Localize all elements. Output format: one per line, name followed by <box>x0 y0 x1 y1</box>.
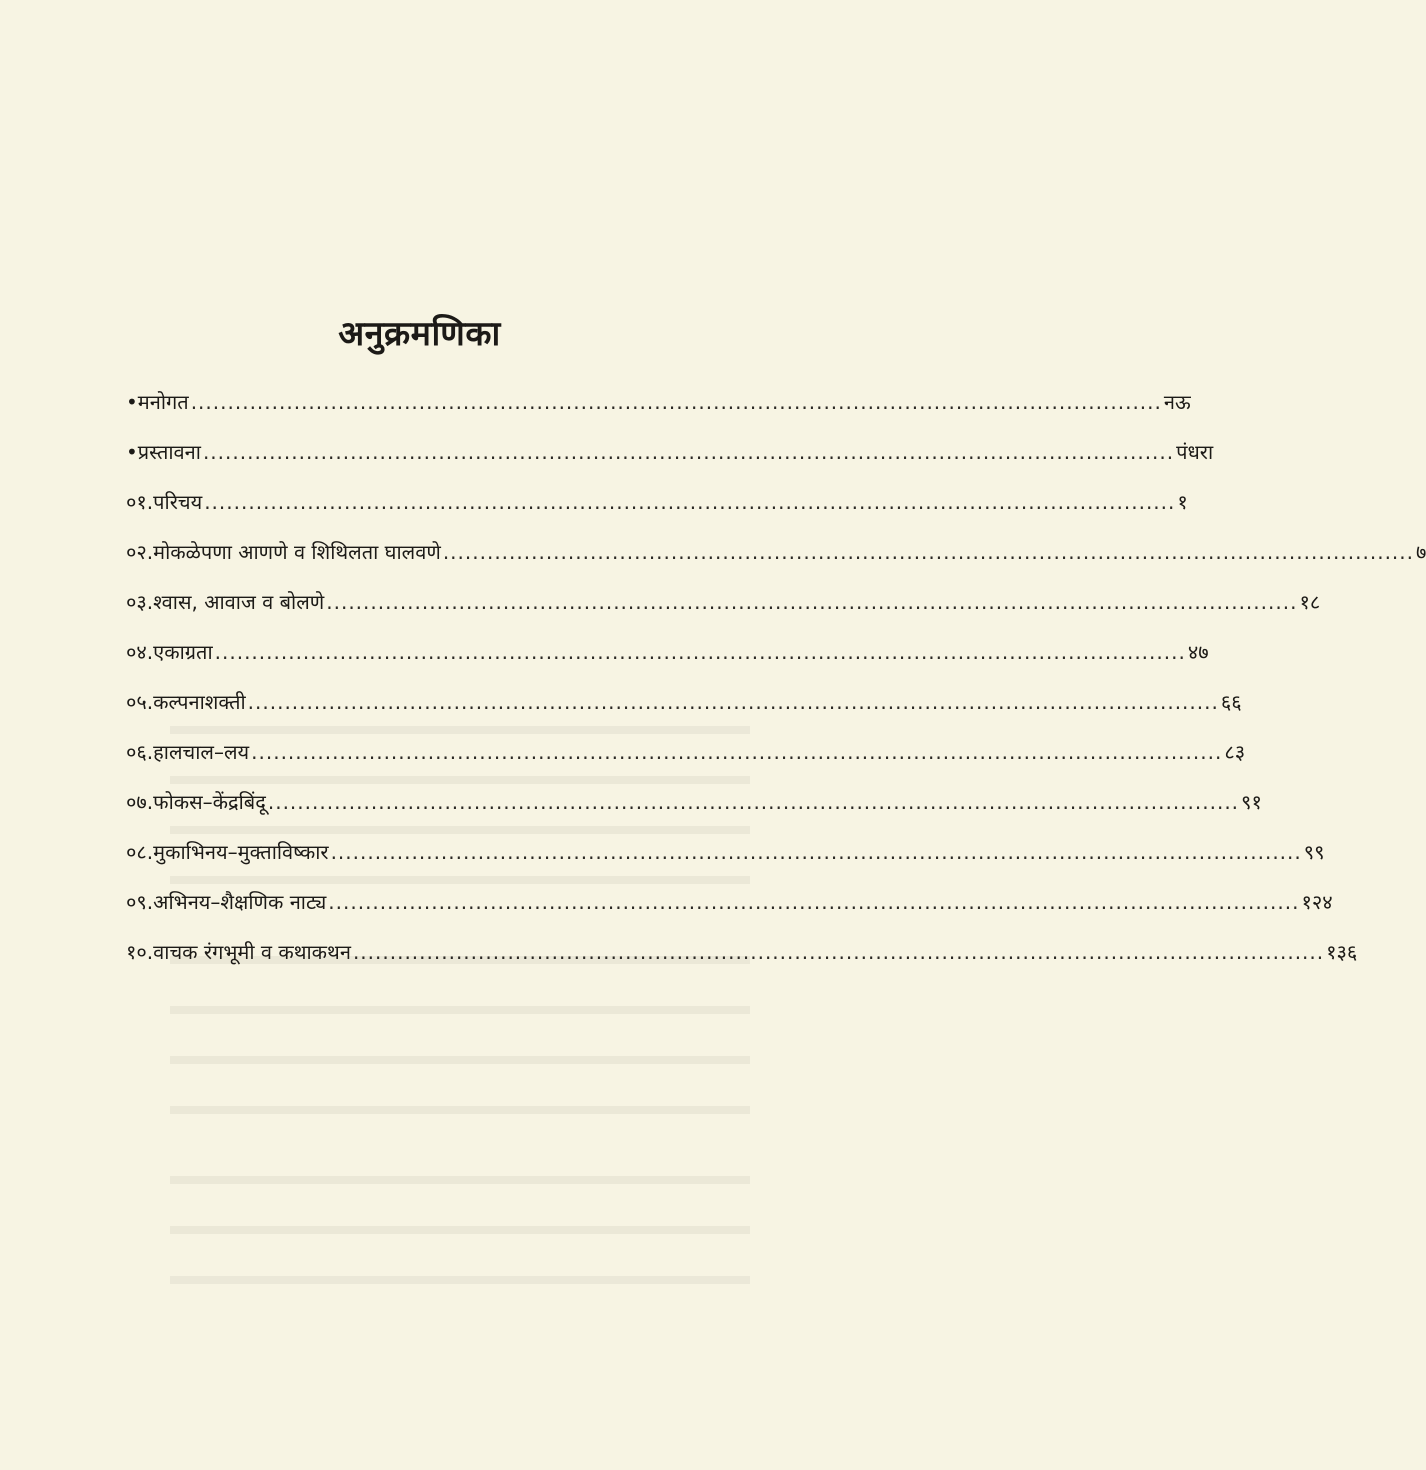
toc-entry-title: एकाग्रता <box>153 640 213 664</box>
toc-entry-title: वाचक रंगभूमी व कथाकथन <box>153 940 351 964</box>
toc-entry-title: प्रस्तावना <box>137 440 201 464</box>
toc-entry-page: १३६ <box>1326 940 1358 964</box>
toc-entry-page: ८३ <box>1224 740 1246 764</box>
dot-leader: .................................................................................................................................... <box>442 540 1414 564</box>
toc-entry <box>126 936 1358 986</box>
dot-leader: .................................................................................................................................... <box>267 790 1240 814</box>
toc-entry-page: पंधरा <box>1176 440 1214 464</box>
toc-list <box>126 386 1426 986</box>
dot-leader: .................................................................................................................................... <box>330 840 1302 864</box>
toc-entry <box>126 636 1209 686</box>
toc-entry <box>126 736 1246 786</box>
toc-entry <box>126 836 1325 886</box>
dot-leader: .................................................................................................................................... <box>326 590 1298 614</box>
toc-entry-title: परिचय <box>153 490 203 514</box>
toc-entry-title: हालचाल–लय <box>153 740 250 764</box>
toc-entry-number: ०१. <box>126 490 154 514</box>
toc-entry-page: १ <box>1177 490 1188 514</box>
toc-entry <box>126 586 1321 636</box>
toc-entry-page: ९९ <box>1303 840 1325 864</box>
toc-entry-page: ६६ <box>1220 690 1242 714</box>
toc-entry-page: ९१ <box>1241 790 1262 814</box>
toc-entry <box>126 686 1242 736</box>
toc-entry-number: ०६. <box>126 740 154 764</box>
toc-entry-number: ०९. <box>126 890 154 914</box>
page-title: अनुक्रमणिका <box>338 313 501 354</box>
dot-leader: .................................................................................................................................... <box>214 640 1186 664</box>
dot-leader: .................................................................................................................................... <box>204 490 1176 514</box>
toc-entry <box>126 486 1188 536</box>
dot-leader: .................................................................................................................................... <box>247 690 1219 714</box>
toc-entry-page: १२४ <box>1301 890 1333 914</box>
toc-entry-title: मुकाभिनय–मुक्ताविष्कार <box>153 840 329 864</box>
toc-entry-page: ४७ <box>1187 640 1209 664</box>
toc-entry-number: ०७. <box>126 790 154 814</box>
toc-entry-title: मनोगत <box>137 390 189 414</box>
toc-entry-title: फोकस–केंद्रबिंदू <box>153 790 266 814</box>
toc-entry-page: ७ <box>1416 540 1426 564</box>
toc-entry-title: अभिनय–शैक्षणिक नाट्य <box>153 890 327 914</box>
toc-entry <box>126 786 1262 836</box>
toc-entry-number: ०३. <box>126 590 154 614</box>
toc-entry-page: १८ <box>1299 590 1321 614</box>
toc-entry-number: ०८. <box>126 840 154 864</box>
toc-entry <box>126 436 1214 486</box>
toc-entry-title: कल्पनाशक्ती <box>153 690 246 714</box>
toc-entry-number: • <box>126 440 138 464</box>
toc-entry-number: ०५. <box>126 690 154 714</box>
dot-leader: .................................................................................................................................... <box>352 940 1325 964</box>
dot-leader: .................................................................................................................................... <box>328 890 1300 914</box>
toc-entry-number: • <box>126 390 138 414</box>
toc-entry <box>126 886 1333 936</box>
toc-entry-number: १०. <box>126 940 154 964</box>
toc-entry <box>126 536 1426 586</box>
toc-entry-title: श्वास, आवाज व बोलणे <box>153 590 325 614</box>
toc-entry-title: मोकळेपणा आणणे व शिथिलता घालवणे <box>153 540 441 564</box>
dot-leader: .................................................................................................................................... <box>202 440 1175 464</box>
toc-entry-number: ०४. <box>126 640 154 664</box>
toc-entry-page: नऊ <box>1163 390 1191 414</box>
dot-leader: .................................................................................................................................... <box>251 740 1223 764</box>
toc-entry-number: ०२. <box>126 540 154 564</box>
dot-leader: .................................................................................................................................... <box>190 390 1162 414</box>
toc-entry <box>126 386 1191 436</box>
